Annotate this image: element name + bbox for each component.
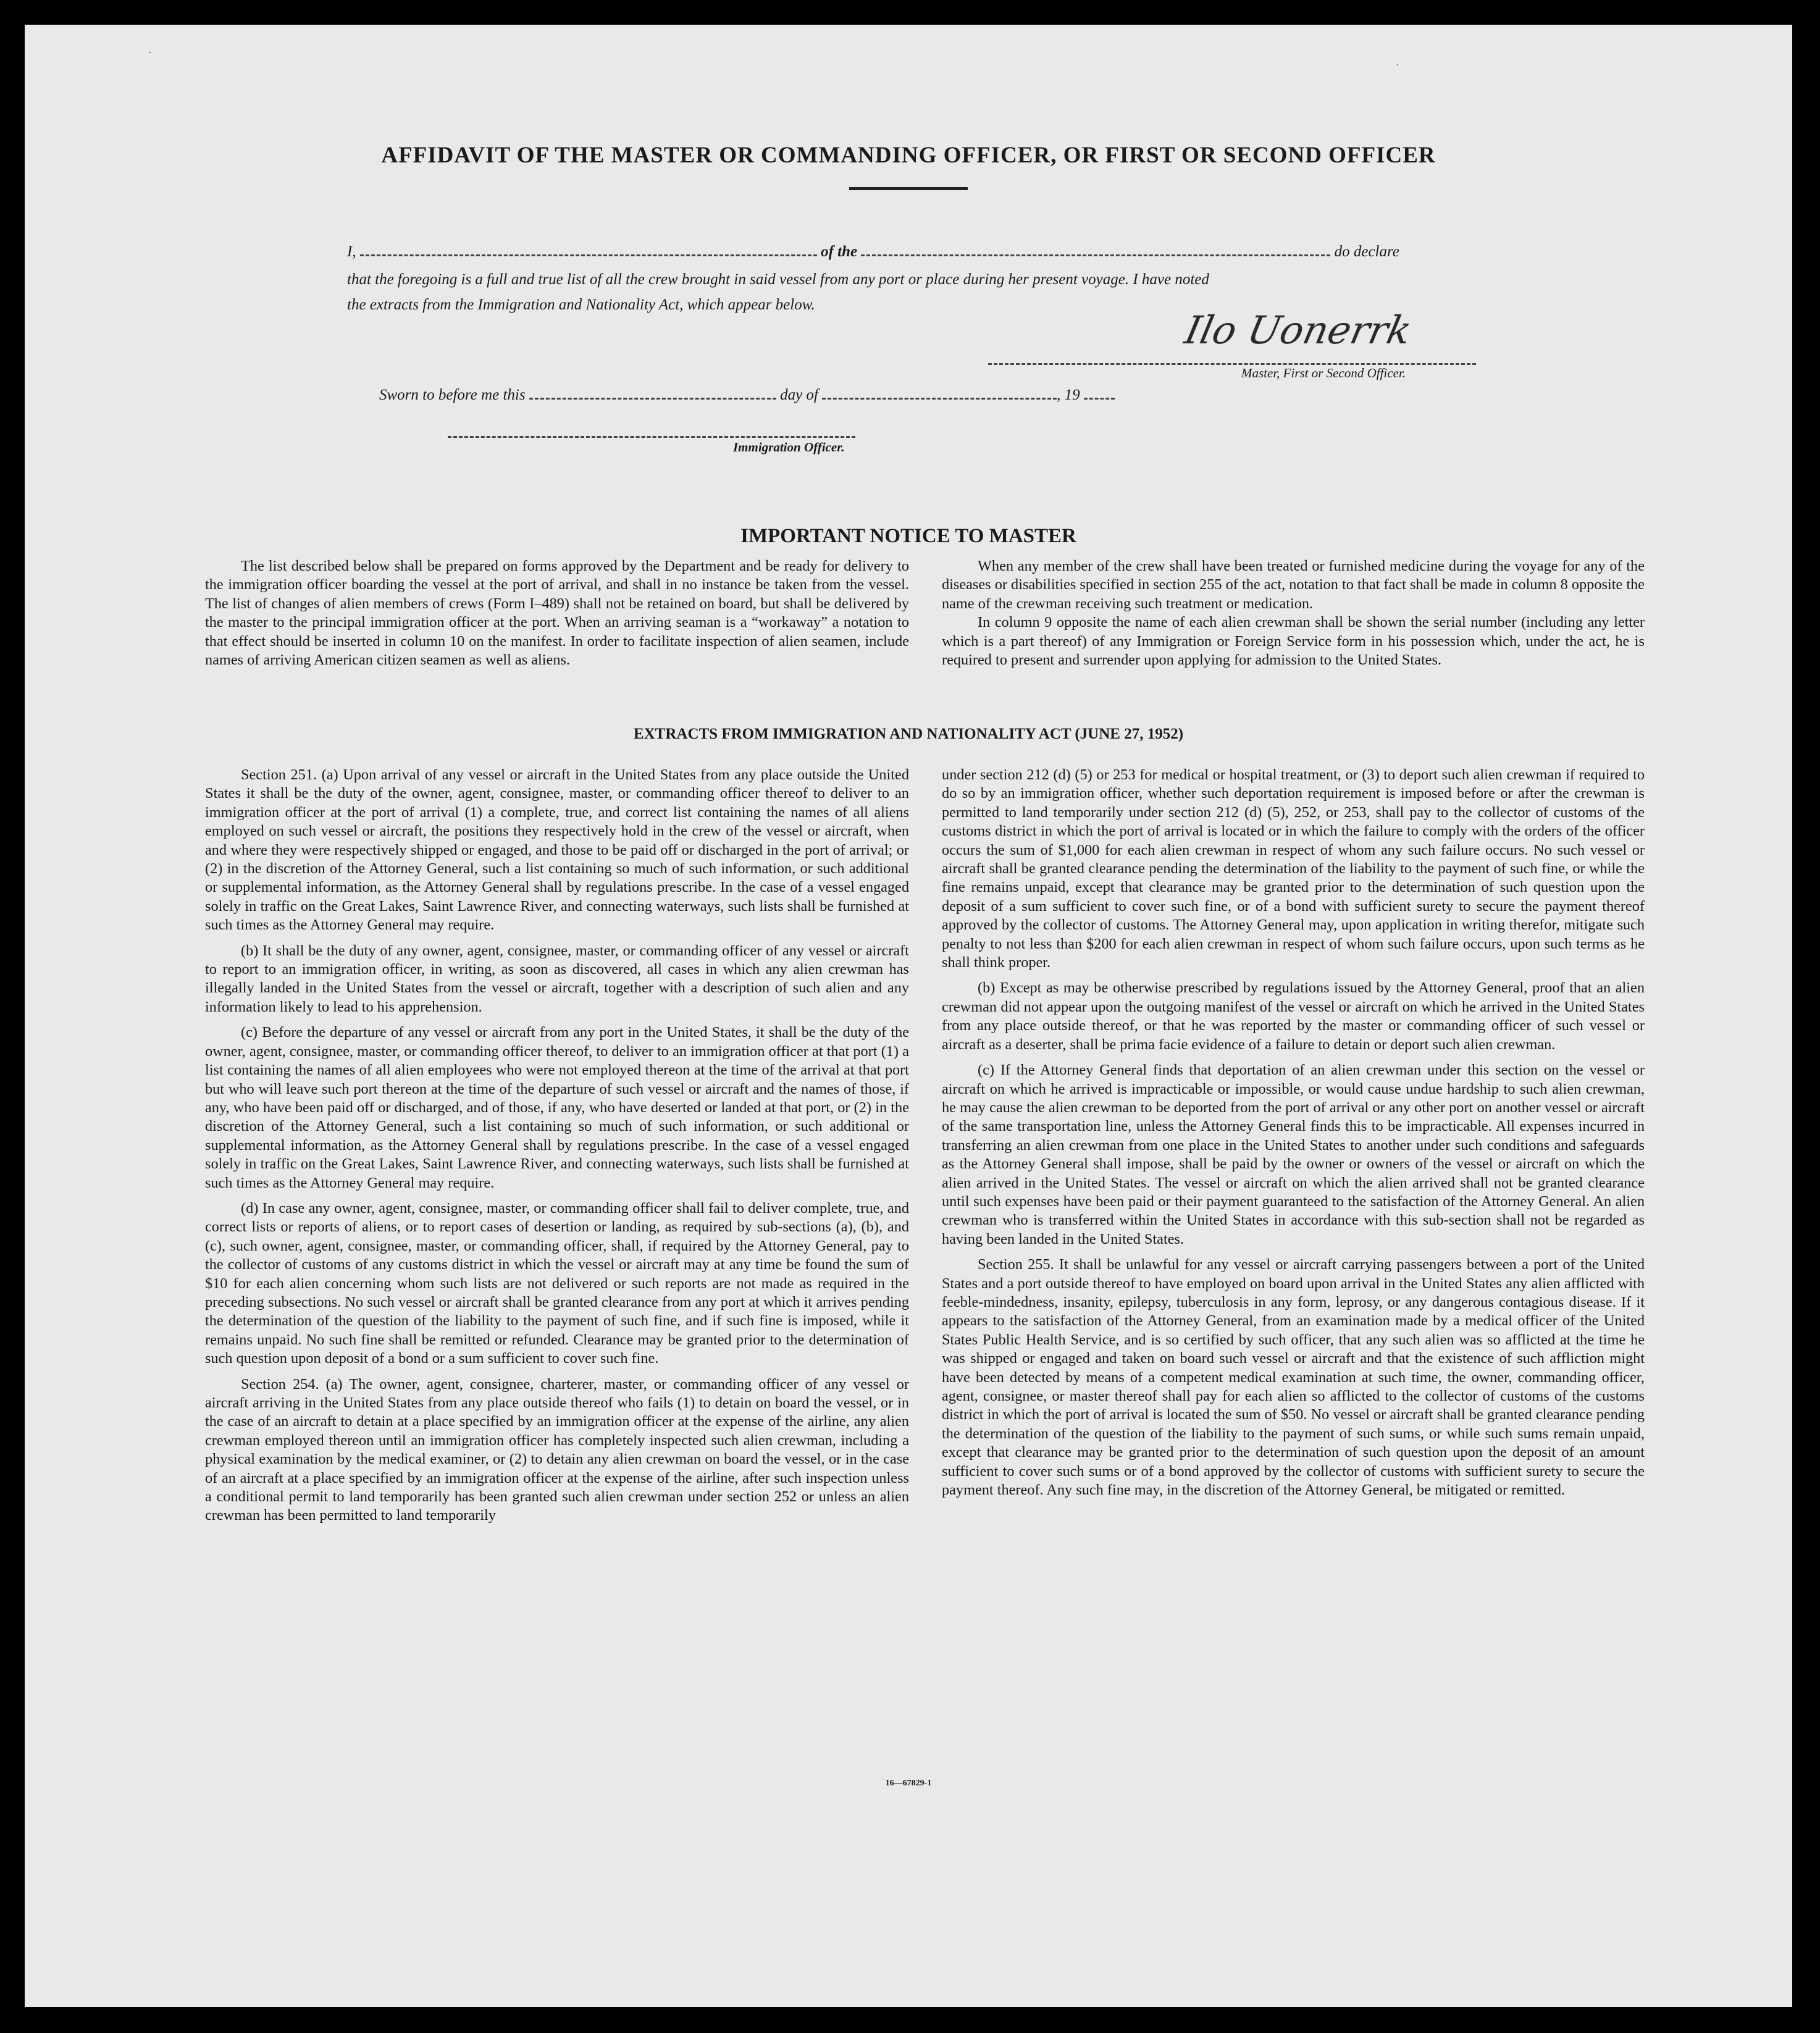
signature-caption: Master, First or Second Officer.	[1241, 366, 1406, 380]
extracts-heading: EXTRACTS FROM IMMIGRATION AND NATIONALITY ACT (JUNE 27, 1952)	[633, 726, 1184, 742]
sworn-line: Sworn to before me this day of , 19	[379, 387, 1115, 404]
declaration-do-declare: do declare	[1334, 243, 1399, 260]
notice-heading: IMPORTANT NOTICE TO MASTER	[740, 525, 1076, 547]
declaration-of-the: of the	[821, 243, 858, 260]
notice-right-paragraph-2: In column 9 opposite the name of each alien crewman shall be shown the serial number (including any letter which is a part thereof) of any Immigration or Foreign Service form in his possession which, under the act, he is required to present and surrender upon applying for admission to the United States.	[942, 614, 1645, 669]
declaration-text-2: the extracts from the Immigration and Nationality Act, which appear below.	[347, 296, 815, 313]
sworn-month-blank[interactable]	[822, 389, 1057, 400]
notice-left-column	[205, 557, 909, 676]
sworn-day-of: day of	[780, 387, 818, 403]
form-number: 16—67829-1	[885, 1779, 932, 1788]
officer-caption: Immigration Officer.	[733, 440, 845, 455]
scan-mark: ·	[1396, 59, 1399, 71]
section-251-c: (c) Before the departure of any vessel or aircraft from any port in the United States, it shall be the duty of the owner, agent, consignee, master, or commanding officer thereof, to deliver to an immigration officer at that port (1) a list containing the names of all alien employees who were not employed thereon at the time of the arrival at that port but who will leave such port thereon at the time of the departure of such vessel or aircraft and the names of those, if any, who have been paid off or discharged, and of those, if any, who have deserted or landed at that port, or (2) in the discretion of the Attorney General, such a list containing so much of such information, or such additional or supplemental information, as the Attorney General shall by regulations prescribe. In the case of a vessel engaged solely in traffic on the Great Lakes, Saint Lawrence River, and connecting waterways, such lists shall be furnished at such times as the Attorney General may require.	[205, 1024, 909, 1191]
section-255: Section 255. It shall be unlawful for any vessel or aircraft carrying passengers between a port of the United States and a port outside thereof to have employed on board upon arrival in the United States any alien afflicted with feeble-mindedness, insanity, epilepsy, tuberculosis in any form, leprosy, or any dangerous contagious disease. If it appears to the satisfaction of the Attorney General, from an examination made by a medical officer of the United States Public Health Service, and is so certified by such officer, that any such alien was so afflicted at the time he was shipped or engaged and taken on board such vessel or aircraft and that the existence of such affliction might have been detected by means of a competent medical examination at such time, the owner, commanding officer, agent, consignee, or master thereof shall pay for each alien so afflicted to the collector of customs of the customs district in which the port of arrival is located the sum of $50. No vessel or aircraft shall be granted clearance pending the determination of the question of the liability to the payment of such sums, or while such sums remain unpaid, except that clearance may be granted prior to the determination of such question upon the deposit of an amount sufficient to cover such sums or of a bond approved by the collector of customs with sufficient surety to secure the payment thereof. Any such fine may, in the discretion of the Attorney General, be mitigated or remitted.	[942, 1256, 1645, 1499]
declaration-line	[347, 243, 1399, 261]
section-254-a: Section 254. (a) The owner, agent, consignee, charterer, master, or commanding officer of any vessel or aircraft arriving in the United States from any place outside thereof who fails (1) to detain on board the vessel, or in the case of an aircraft to detain at a place specified by an immigration officer at the expense of the airline, any alien crewman employed thereon until an immigration officer has completely inspected such alien crewman, including a physical examination by the medical examiner, or (2) to detain any alien crewman on board the vessel, or in the case of an aircraft at a place specified by an immigration officer at the expense of the airline, after such inspection unless a conditional permit to land temporarily has been granted such alien crewman under section 252 or unless an alien crewman has been permitted to land temporarily	[205, 1375, 909, 1524]
sworn-text: Sworn to before me this	[379, 387, 526, 403]
section-254-c: (c) If the Attorney General finds that deportation of an alien crewman under this section on the vessel or aircraft on which he arrived is impracticable or impossible, or would cause undue hardship to such alien crewman, he may cause the alien crewman to be deported from the port of arrival or any other port on another vessel or aircraft of the same transportation line, unless the Attorney General finds this to be impracticable. All expenses incurred in transferring an alien crewman from one place in the United States to another under such conditions and safeguards as the Attorney General shall impose, shall be paid by the owner or owners of the vessel or aircraft on which the alien arrived in the United States. The vessel or aircraft on which the alien arrived shall not be granted clearance until such expenses have been paid or their payment guaranteed to the satisfaction of the Attorney General. An alien crewman who is transferred within the United States in accordance with this sub-section shall not be regarded as having been landed in the United States.	[942, 1062, 1645, 1247]
sworn-year: 19	[1064, 387, 1080, 403]
section-254-b: (b) Except as may be otherwise prescribed by regulations issued by the Attorney General, proof that an alien crewman did not appear upon the outgoing manifest of the vessel or aircraft on which he arrived in the United States from any place outside thereof, or that he was reported by the master or commanding officer of such vessel or aircraft as a deserter, shall be prima facie evidence of a failure to detain or deport such alien crewman.	[942, 979, 1645, 1053]
declaration-i: I,	[347, 243, 356, 260]
signature-image: Ilo Uonerrk	[1181, 308, 1416, 353]
declaration-text-1: that the foregoing is a full and true list of all the crew brought in said vessel from any port or place during her present voyage. I have noted	[347, 271, 1209, 288]
document-page	[25, 25, 1792, 2007]
extracts-right-column	[942, 766, 1645, 1506]
notice-right-paragraph-1: When any member of the crew shall have been treated or furnished medicine during the voyage for any of the diseases or disabilities specified in section 255 of the act, notation to that fact shall be made in column 8 opposite the name of the crewman receiving such treatment or medication.	[942, 558, 1645, 612]
sworn-day-blank[interactable]	[529, 389, 776, 400]
section-251-a: Section 251. (a) Upon arrival of any vessel or aircraft in the United States from any place outside the United States it shall be the duty of the owner, agent, consignee, master, or commanding officer thereof to deliver to an immigration officer at the port of arrival (1) a complete, true, and correct list containing the names of all aliens employed on such vessel or aircraft, the positions they respectively hold in the crew of the vessel or aircraft, when and where they were respectively shipped or engaged, and those to be paid off or discharged in the port of arrival; or (2) in the discretion of the Attorney General, such a list containing so much of such information, or such additional or supplemental information, as the Attorney General shall by regulations prescribe. In the case of a vessel engaged solely in traffic on the Great Lakes, Saint Lawrence River, and connecting waterways, such lists shall be furnished at such times as the Attorney General may require.	[205, 766, 909, 934]
notice-right-column	[942, 557, 1645, 676]
title-rule	[849, 187, 968, 190]
section-254-a-continued: under section 212 (d) (5) or 253 for medical or hospital treatment, or (3) to deport such alien crewman if required to do so by an immigration officer, whether such deportation requirement is imposed before or after the crewman is permitted to land temporarily under section 212 (d) (5), 252, or 253, shall pay to the collector of customs of the customs district in which the port of arrival is located or in which the failure to comply with the orders of the officer occurs the sum of $1,000 for each alien crewman in respect of whom any such failure occurs. No such vessel or aircraft shall be granted clearance pending the determination of the liability to the payment of such fine, or while the fine remains unpaid, except that clearance may be granted prior to the determination of such question upon the deposit of a sum sufficient to cover such fine, or of a bond with sufficient surety to secure the payment thereof approved by the collector of customs. The Attorney General may, upon application in writing therefor, mitigate such penalty to not less than $200 for each alien crewman in respect of whom such failure occurs, upon such terms as he shall think proper.	[942, 766, 1645, 971]
section-251-d: (d) In case any owner, agent, consignee, master, or commanding officer shall fail to deliver complete, true, and correct lists or reports of aliens, or to report cases of desertion or landing, as required by sub-sections (a), (b), and (c), such owner, agent, consignee, master, or commanding officer, shall, if required by the Attorney General, pay to the collector of customs of any customs district in which the vessel or aircraft may at any time be found the sum of $10 for each alien concerning whom such lists are not delivered or such reports are not made as required in the preceding subsections. No such vessel or aircraft shall be granted clearance from any port at which it arrives pending the determination of the question of the liability to the payment of such fine, and if such fine is imposed, while it remains unpaid. No such fine shall be remitted or refunded. Clearance may be granted prior to the determination of such question upon deposit of a bond or a sum sufficient to cover such fine.	[205, 1199, 909, 1367]
section-251-b: (b) It shall be the duty of any owner, agent, consignee, master, or commanding officer of any vessel or aircraft to report to an immigration officer, in writing, as soon as discovered, all cases in which any alien crewman has illegally landed in the United States from the vessel or aircraft, together with a description of such alien and any information likely to lead to his apprehension.	[205, 942, 909, 1015]
page-title: AFFIDAVIT OF THE MASTER OR COMMANDING OFFICER, OR FIRST OR SECOND OFFICER	[381, 143, 1436, 168]
notice-left-paragraph: The list described below shall be prepared on forms approved by the Department and be ready for delivery to the immigration officer boarding the vessel at the port of arrival, and shall in no instance be taken from the vessel. The list of changes of alien members of crews (Form I–489) shall not be retained on board, but shall be delivered by the master to the principal immigration officer at the port. When an arriving seaman is a “workaway” a notation to that effect should be inserted in column 10 on the manifest. In order to facilitate inspection of alien seamen, include names of arriving American citizen seamen as well as aliens.	[205, 558, 909, 669]
sworn-year-blank[interactable]	[1084, 389, 1115, 400]
extracts-left-column	[205, 766, 909, 1532]
scan-mark: ·	[148, 46, 152, 59]
vessel-blank[interactable]	[861, 246, 1330, 256]
name-blank[interactable]	[360, 246, 817, 256]
